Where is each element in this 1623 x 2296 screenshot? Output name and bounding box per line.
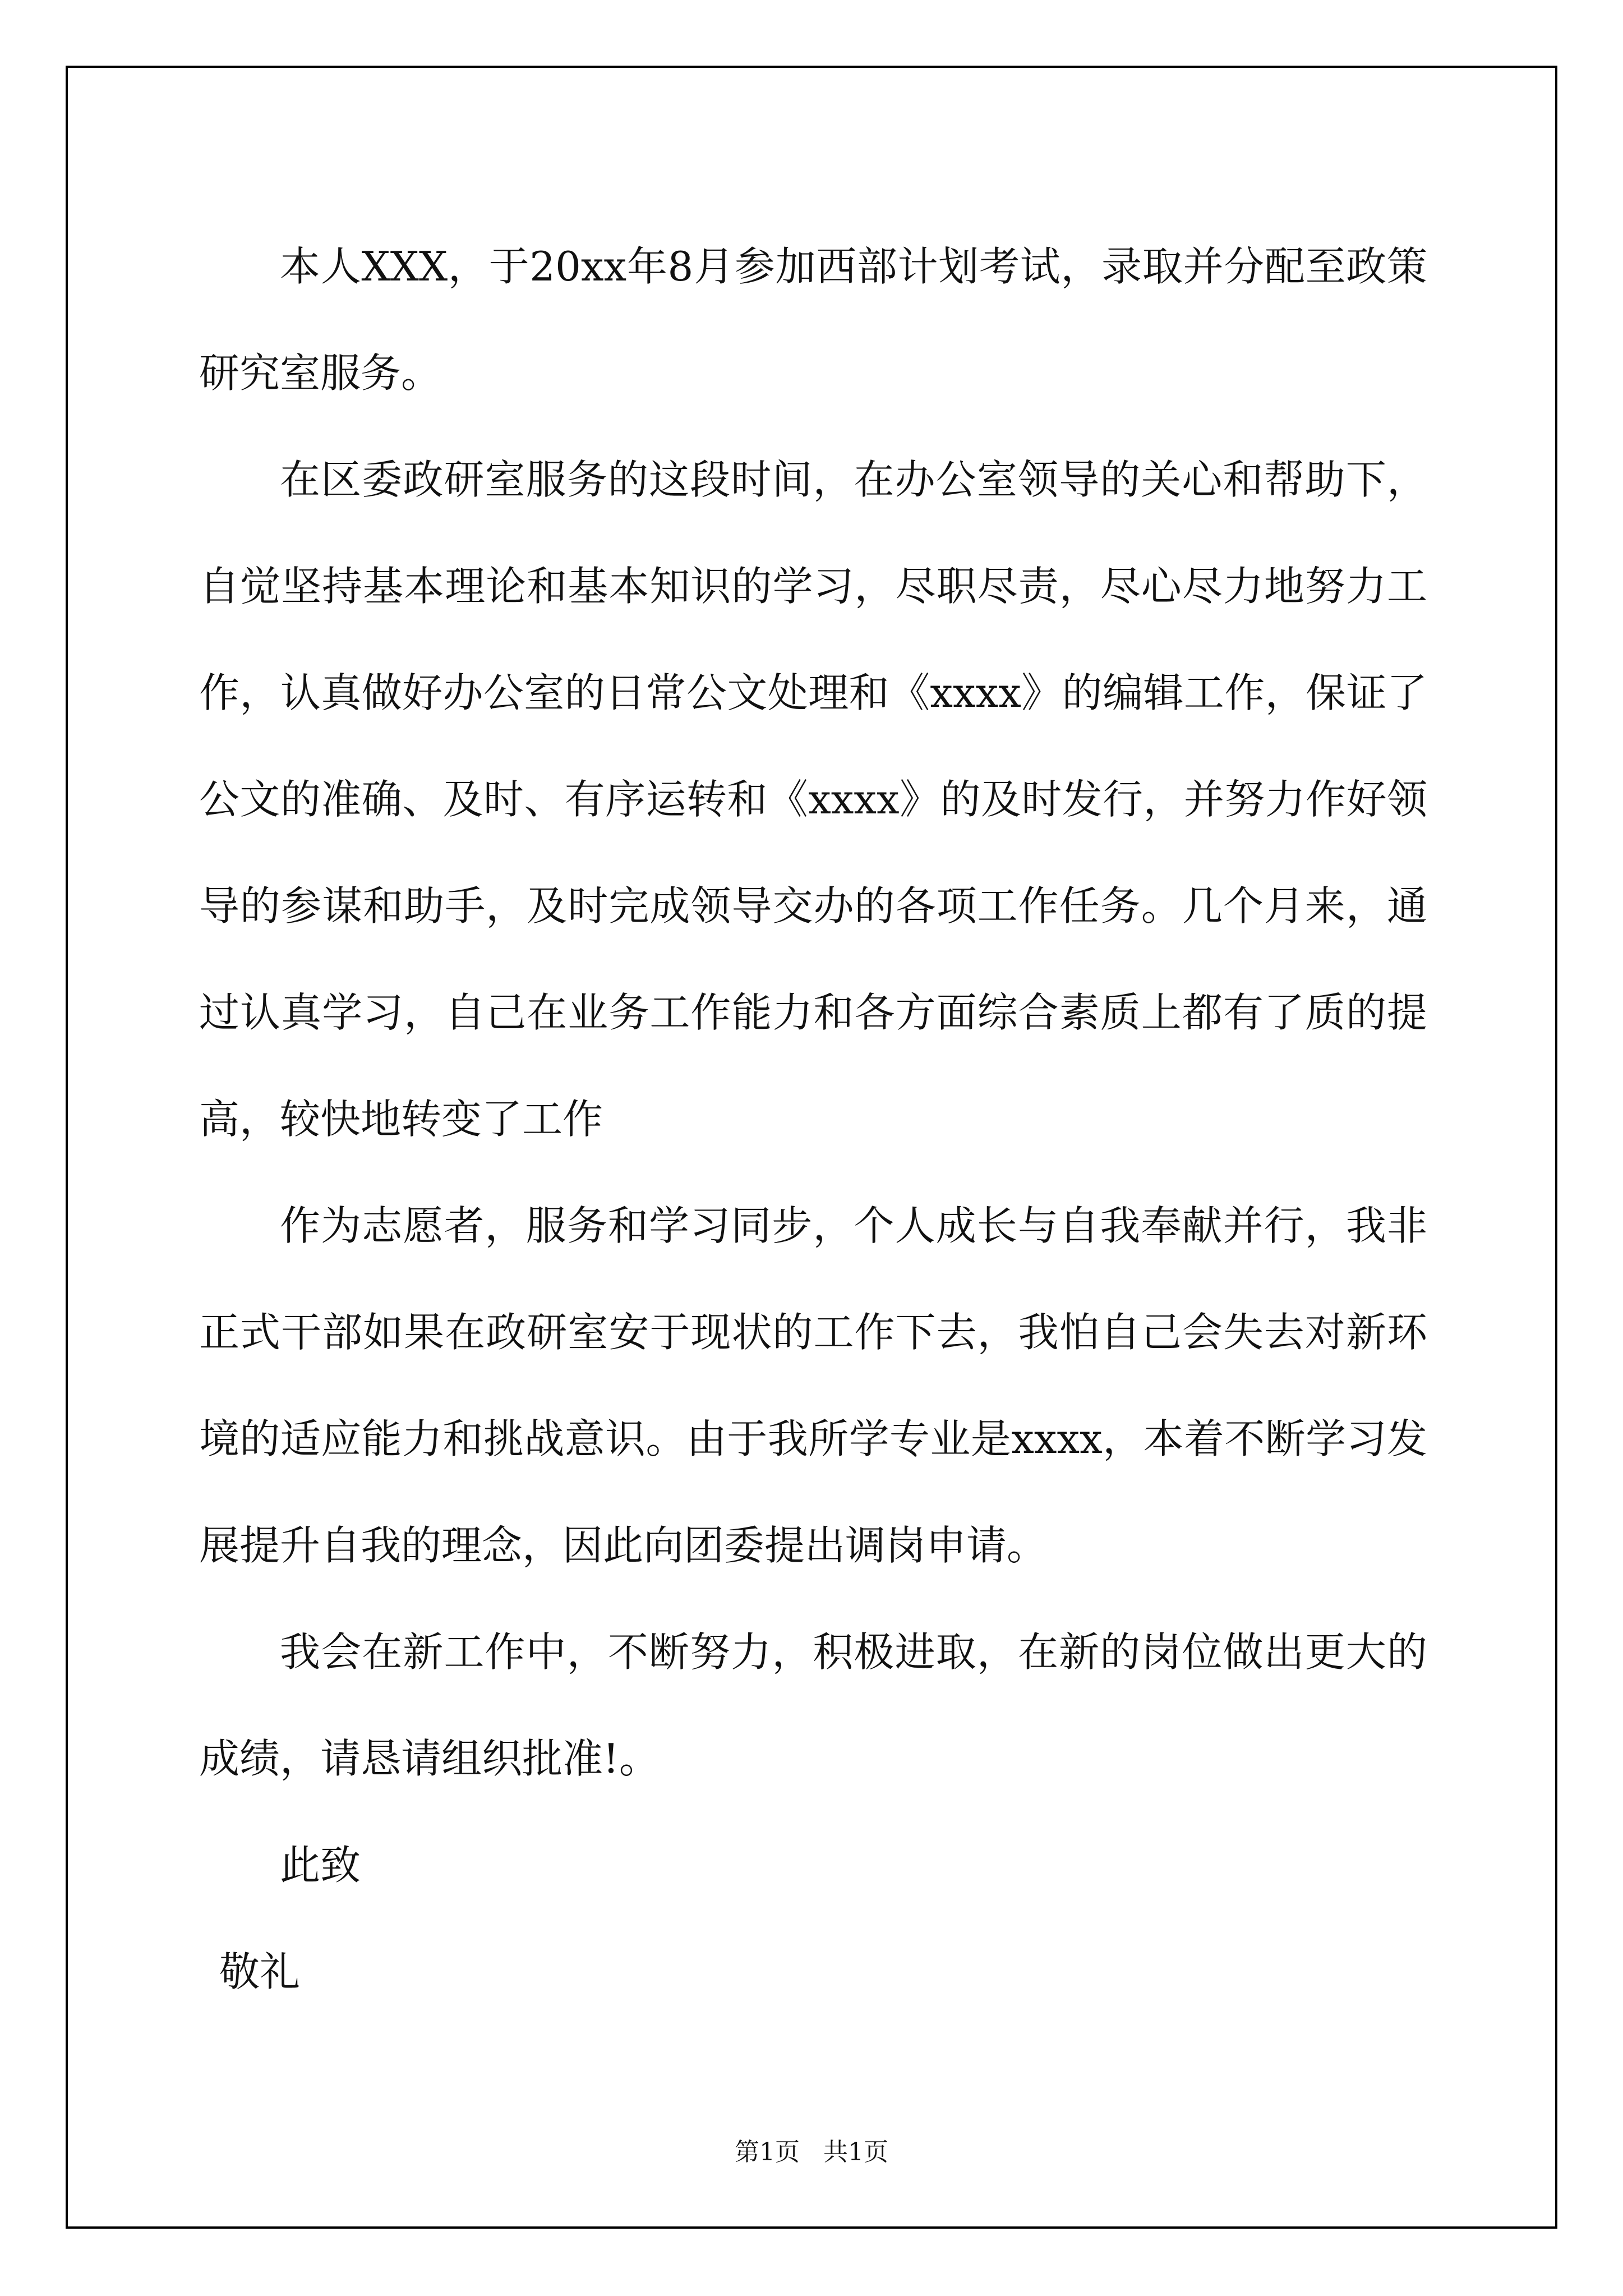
page-footer — [0, 2132, 1623, 2168]
paragraph-1: 本人XXX，于20xx年8月参加西部计划考试，录取并分配至政策研究室服务。 — [199, 243, 1427, 397]
paragraph-3: 作为志愿者，服务和学习同步，个人成长与自我奉献并行，我非正式干部如果在政研室安于现状的工作下去，我怕自己会失去对新环境的适应能力和挑战意识。由于我所学专业是xxxx，本着不断学习发展提升自我的理念，因此向团委提出调岗申请。 — [199, 1202, 1427, 1569]
closing-line: 此致 — [280, 1842, 361, 1889]
paragraph-4: 我会在新工作中，不断努力，积极进取，在新的岗位做出更大的成绩，请恳请组织批准!。 — [199, 1628, 1427, 1782]
salutation-line: 敬礼 — [219, 1948, 301, 1995]
page-number: 第1页 共1页 — [735, 2138, 888, 2166]
letter-body — [199, 213, 1427, 2025]
paragraph-2: 在区委政研室服务的这段时间，在办公室领导的关心和帮助下，自觉坚持基本理论和基本知识的学习，尽职尽责，尽心尽力地努力工作，认真做好办公室的日常公文处理和《xxxx》的编辑工作，保证了公文的准确、及时、有序运转和《xxxx》的及时发行，并努力作好领导的参谋和助手，及时完成领导交办的各项工作任务。几个月来，通过认真学习，自己在业务工作能力和各方面综合素质上都有了质的提高，较快地转变了工作 — [199, 456, 1427, 1143]
